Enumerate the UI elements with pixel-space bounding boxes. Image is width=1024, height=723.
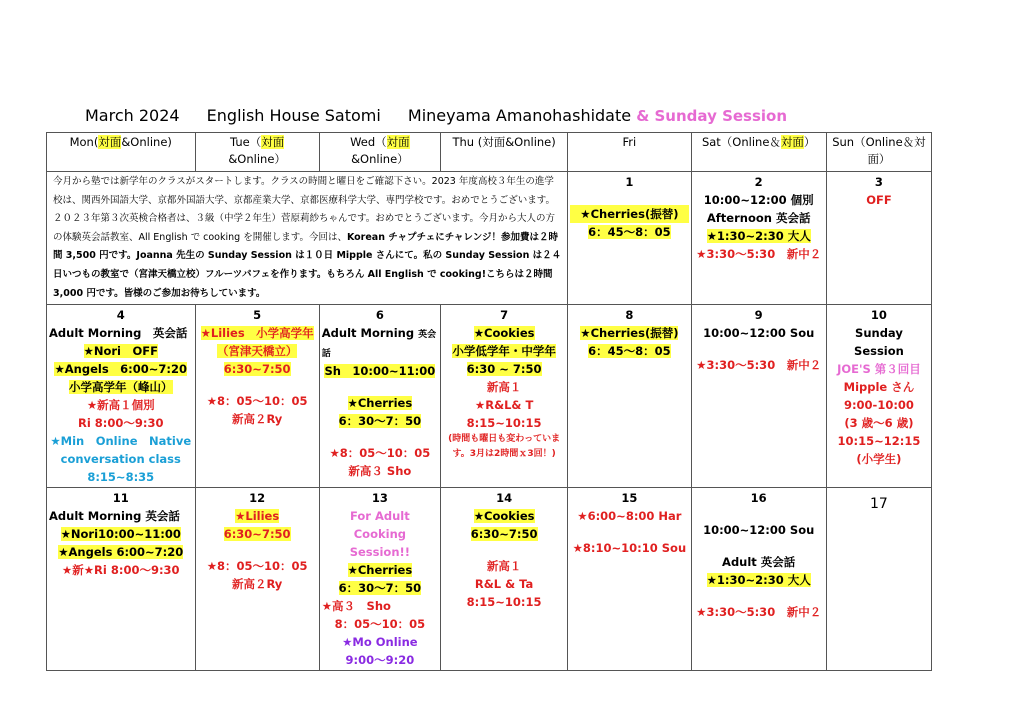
notice-text-2: Korean チャプチェにチャレンジ！参加費は２時間 3,500 円です。Joanna 先生の Sunday Session は１０日 Mipple さんにて。私の Sunday Session は２４日いつもの教室で（宮津天橋立校）フルーツパフェを作ります。もちろん All English で cooking!こちらは２時間 3,000 円です。皆様のご参加お待ちしています。 <box>53 231 562 299</box>
calendar-table <box>46 132 932 671</box>
cell-mar-6: 6 Adult Morning 英会話 Sh 10:00~11:00 ★Cherries 6：30～7：50 ★8：05～10：05 新高３ Sho <box>319 305 440 488</box>
header-tue: Tue（対面 &Online） <box>195 133 319 172</box>
cell-mar-1: 1 ★Cherries(振替) 6：45～8：05 <box>568 172 691 305</box>
week-row-2 <box>47 305 932 488</box>
cell-mar-13: 13 For Adult Cooking Session!! ★Cherries 6：30～7：50 ★高３ Sho 8：05～10：05 ★Mo Online 9:00～9:20 <box>319 488 440 671</box>
header-sat: Sat（Online＆対面） <box>691 133 826 172</box>
header-mon: Mon(対面&Online) <box>47 133 196 172</box>
cell-mar-10: 10 Sunday Session JOE'S 第３回目 Mipple さん 9:00-10:00 (3 歳～6 歳) 10:15~12:15 (小学生) <box>826 305 931 488</box>
week-row-3 <box>47 488 932 671</box>
week-row-1 <box>47 172 932 305</box>
cell-mar-8: 8 ★Cherries(振替) 6：45～8：05 <box>568 305 691 488</box>
header-row <box>47 133 932 172</box>
cell-mar-3: 3 OFF <box>826 172 931 305</box>
cell-mar-14: 14 ★Cookies 6:30~7:50 新高１ R&L & Ta 8:15~10:15 <box>440 488 567 671</box>
cell-mar-4: 4 Adult Morning 英会話 ★Nori OFF ★Angels 6:00~7:20 小学高学年（峰山） ★新高１個別 Ri 8:00～9:30 ★Min Online Native conversation class 8:15~8:35 <box>47 305 196 488</box>
cell-mar-12: 12 ★Lilies 6:30~7:50 ★8：05～10：05 新高２Ry <box>195 488 319 671</box>
title-school: English House Satomi <box>206 106 381 125</box>
header-fri: Fri <box>568 133 691 172</box>
cell-mar-9: 9 10:00~12:00 Sou ★3:30～5:30 新中２ <box>691 305 826 488</box>
cell-mar-17: 17 <box>826 488 931 671</box>
cell-mar-15: 15 ★6:00~8:00 Har ★8:10~10:10 Sou <box>568 488 691 671</box>
title-location: Mineyama Amanohashidate <box>407 106 632 125</box>
notice-cell <box>47 172 568 305</box>
cell-mar-11: 11 Adult Morning 英会話 ★Nori10:00~11:00 ★Angels 6:00~7:20 ★新★Ri 8:00～9:30 <box>47 488 196 671</box>
title-session: & Sunday Session <box>636 107 788 125</box>
cell-mar-2: 2 10:00~12:00 個別 Afternoon 英会話 ★1:30~2:30 大人 ★3:30～5:30 新中２ <box>691 172 826 305</box>
cell-mar-5: 5 ★Lilies 小学高学年 （宮津天橋立） 6:30~7:50 ★8：05～10：05 新高２Ry <box>195 305 319 488</box>
title-month: March 2024 <box>85 106 180 125</box>
cell-mar-7: 7 ★Cookies 小学低学年・中学年 6:30 ~ 7:50 新高１ ★R&L& T 8:15~10:15 (時間も曜日も変わっていま す。3月は2時間ｘ3回！) <box>440 305 567 488</box>
header-thu: Thu (対面&Online) <box>440 133 567 172</box>
page-title <box>85 106 787 125</box>
notice-text-1: 今月から塾では新学年のクラスがスタートします。クラスの時間と曜日をご確認下さい。2023 年度高校３年生の進学校は、関西外国語大学、京都外国語大学、京都産業大学、京都医療科学大学、専門学校です。おめでとうございます。２０２３年第３次英検合格者は、３級（中学２年生）菅原莉紗ちゃんです。おめでとうございます。今月から大人の方の体験英会話教室、All English で cooking を開催します。今回は、 <box>53 176 555 243</box>
header-wed: Wed（対面 &Online） <box>319 133 440 172</box>
cell-mar-16: 16 10:00~12:00 Sou Adult 英会話 ★1:30~2:30 大人 ★3:30～5:30 新中２ <box>691 488 826 671</box>
header-sun: Sun（Online＆対面） <box>826 133 931 172</box>
